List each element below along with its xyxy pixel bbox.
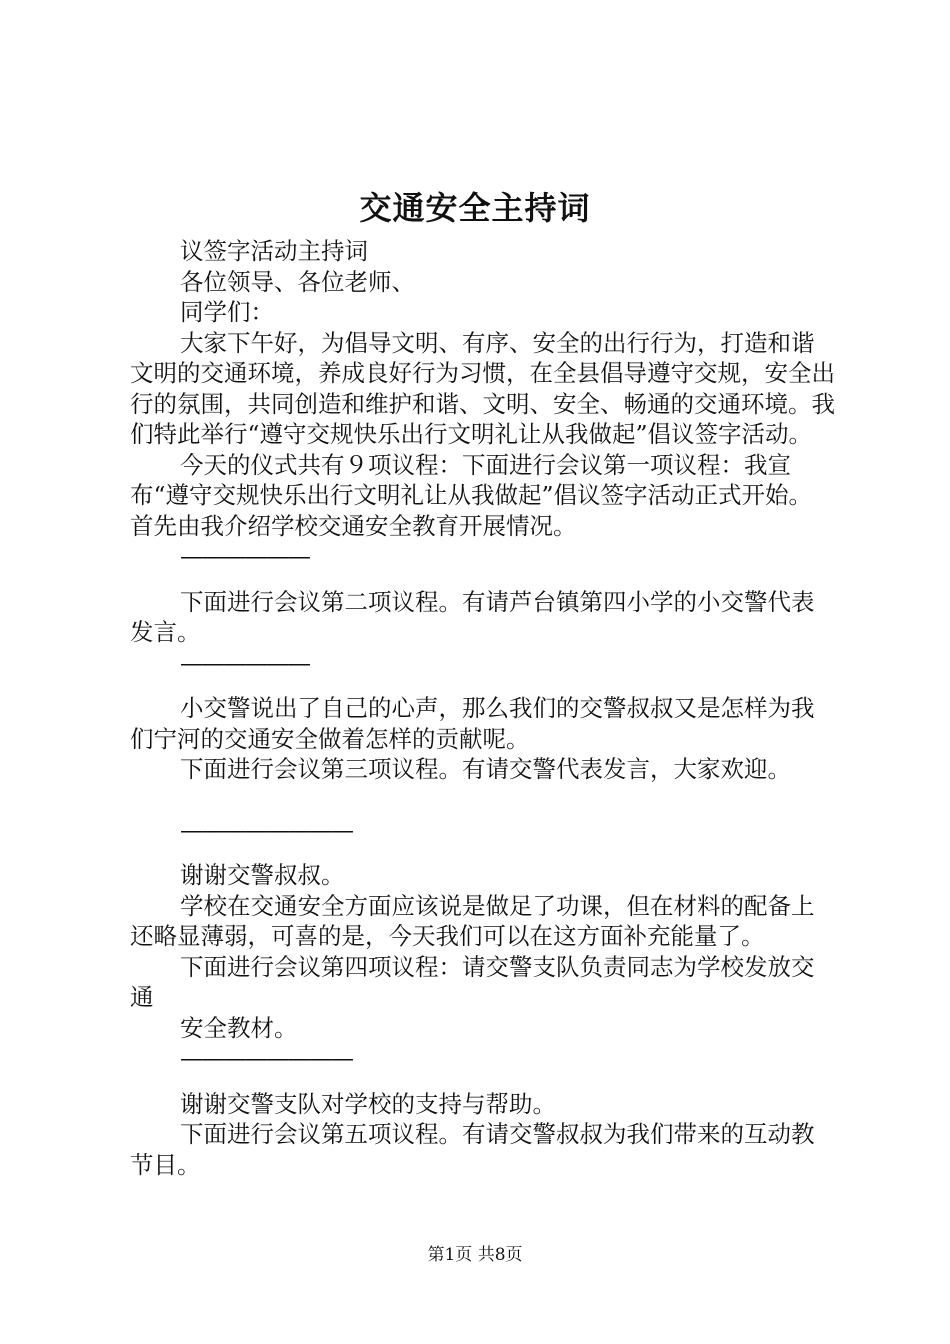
paragraph-greeting-2: 同学们： <box>180 298 274 326</box>
paragraph-agenda-1: 今天的仪式共有９项议程：下面进行会议第一项议程：我宣布“遵守交规快乐出行文明礼让从我做起”倡议签字活动正式开始。首先由我介绍学校交通安全教育开展情况。 <box>130 450 813 540</box>
paragraph-thanks-team: 谢谢交警支队对学校的支持与帮助。 <box>180 1089 556 1118</box>
paragraph-transition: 小交警说出了自己的心声，那么我们的交警叔叔又是怎样为我们宁河的交通安全做着怎样的贡献呢。 <box>130 694 815 753</box>
document-title: 交通安全主持词 <box>359 189 591 227</box>
paragraph-agenda-5: 下面进行会议第五项议程。有请交警叔叔为我们带来的互动教节目。 <box>130 1120 815 1179</box>
paragraph-agenda-3: 下面进行会议第三项议程。有请交警代表发言，大家欢迎。 <box>180 755 791 783</box>
page-number: 第1页 共8页 <box>427 1245 523 1265</box>
separator-line: ———————— <box>180 815 352 844</box>
paragraph-intro-heading: 议签字活动主持词 <box>180 237 368 265</box>
paragraph-thanks-police: 谢谢交警叔叔。 <box>180 861 345 889</box>
document-body <box>130 236 835 1180</box>
paragraph-agenda-4: 下面进行会议第四项议程：请交警支队负责同志为学校发放交通 <box>130 952 815 1011</box>
paragraph-opening: 大家下午好，为倡导文明、有序、安全的出行行为，打造和谐文明的交通环境，养成良好行为习惯，在全县倡导遵守交规，安全出行的氛围，共同创造和维护和谐、文明、安全、畅通的交通环境。我们特此举行“遵守交规快乐出行文明礼让从我做起”倡议签字活动。 <box>130 328 835 448</box>
paragraph-greeting-1: 各位领导、各位老师、 <box>180 267 415 296</box>
paragraph-agenda-2: 下面进行会议第二项议程。有请芦台镇第四小学的小交警代表发言。 <box>130 587 815 646</box>
separator-line: —————— <box>180 542 309 570</box>
paragraph-agenda-4-cont: 安全教材。 <box>180 1013 298 1042</box>
separator-line: —————— <box>180 648 309 677</box>
paragraph-materials: 学校在交通安全方面应该说是做足了功课，但在材料的配备上还略显薄弱，可喜的是，今天我们可以在这方面补充能量了。 <box>130 891 815 950</box>
separator-line: ———————— <box>180 1044 352 1072</box>
